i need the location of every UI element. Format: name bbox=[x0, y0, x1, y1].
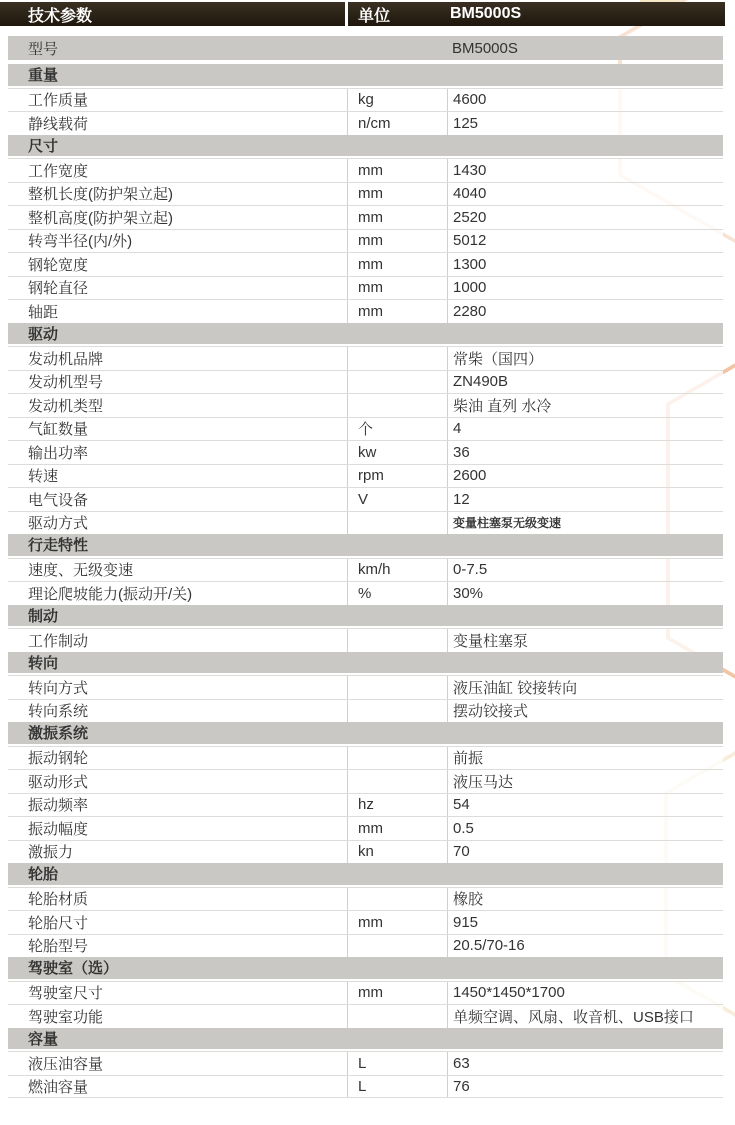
param-name: 发动机类型 bbox=[28, 397, 104, 415]
model-row bbox=[8, 36, 723, 60]
table-row bbox=[8, 581, 723, 605]
table-row bbox=[8, 769, 723, 793]
table-row bbox=[8, 887, 723, 911]
param-name: 气缸数量 bbox=[28, 421, 89, 439]
spec-section bbox=[8, 534, 723, 605]
param-unit: mm bbox=[347, 277, 447, 300]
table-row bbox=[8, 816, 723, 840]
param-unit: km/h bbox=[347, 559, 447, 582]
table-row bbox=[8, 699, 723, 723]
header-unit-label: 单位 bbox=[358, 7, 391, 25]
table-row bbox=[8, 464, 723, 488]
table-row bbox=[8, 88, 723, 112]
param-value: 2600 bbox=[447, 465, 723, 488]
param-unit: L bbox=[347, 1052, 447, 1075]
table-row bbox=[8, 370, 723, 394]
table-row bbox=[8, 182, 723, 206]
param-unit: hz bbox=[347, 794, 447, 817]
param-unit bbox=[347, 888, 447, 911]
param-unit: mm bbox=[347, 206, 447, 229]
table-row bbox=[8, 111, 723, 135]
param-unit: mm bbox=[347, 982, 447, 1005]
param-name: 静线载荷 bbox=[28, 115, 89, 133]
table-row bbox=[8, 558, 723, 582]
param-name: 发动机品牌 bbox=[28, 350, 104, 368]
param-name: 钢轮直径 bbox=[28, 280, 89, 298]
param-name: 工作宽度 bbox=[28, 162, 89, 180]
table-row bbox=[8, 981, 723, 1005]
param-value: 变量柱塞泵无级变速 bbox=[447, 512, 723, 535]
param-name: 驱动方式 bbox=[28, 515, 89, 533]
param-value: 1430 bbox=[447, 159, 723, 182]
param-name: 发动机型号 bbox=[28, 374, 104, 392]
param-value: 70 bbox=[447, 841, 723, 864]
param-name: 电气设备 bbox=[28, 491, 89, 509]
param-name: 轴距 bbox=[28, 303, 59, 321]
section-title-bar: 转向 bbox=[8, 652, 723, 676]
param-value: 变量柱塞泵 bbox=[447, 629, 723, 652]
param-name: 转向方式 bbox=[28, 679, 89, 697]
param-value: 36 bbox=[447, 441, 723, 464]
param-unit: kg bbox=[347, 89, 447, 112]
param-value: 125 bbox=[447, 112, 723, 135]
param-value: 液压马达 bbox=[447, 770, 723, 793]
param-value: 前振 bbox=[447, 747, 723, 770]
param-value: 1000 bbox=[447, 277, 723, 300]
spec-section bbox=[8, 957, 723, 1028]
param-name: 轮胎型号 bbox=[28, 938, 89, 956]
param-unit: mm bbox=[347, 817, 447, 840]
table-row bbox=[8, 746, 723, 770]
model-row-label: 型号 bbox=[28, 40, 59, 58]
param-name: 转向系统 bbox=[28, 703, 89, 721]
param-value: 液压油缸 铰接转向 bbox=[447, 676, 723, 699]
param-value: 20.5/70-16 bbox=[447, 935, 723, 958]
param-value: 63 bbox=[447, 1052, 723, 1075]
param-unit bbox=[347, 347, 447, 370]
table-row bbox=[8, 1051, 723, 1075]
table-row bbox=[8, 1075, 723, 1099]
table-row bbox=[8, 628, 723, 652]
param-name: 驾驶室功能 bbox=[28, 1008, 104, 1026]
spec-section bbox=[8, 722, 723, 863]
table-row bbox=[8, 393, 723, 417]
param-name: 工作质量 bbox=[28, 92, 89, 110]
param-name: 理论爬坡能力(振动开/关) bbox=[28, 585, 193, 603]
param-name: 整机长度(防护架立起) bbox=[28, 186, 173, 204]
param-value: 54 bbox=[447, 794, 723, 817]
param-name: 振动钢轮 bbox=[28, 750, 89, 768]
param-value: 2280 bbox=[447, 300, 723, 323]
param-value: 915 bbox=[447, 911, 723, 934]
param-value: 0-7.5 bbox=[447, 559, 723, 582]
param-name: 液压油容量 bbox=[28, 1055, 104, 1073]
param-name: 轮胎材质 bbox=[28, 891, 89, 909]
param-name: 振动幅度 bbox=[28, 820, 89, 838]
param-unit: % bbox=[347, 582, 447, 605]
section-title-bar: 激振系统 bbox=[8, 722, 723, 746]
table-row bbox=[8, 229, 723, 253]
model-row-value: BM5000S bbox=[452, 39, 518, 57]
param-unit bbox=[347, 935, 447, 958]
header-params-label: 技术参数 bbox=[28, 7, 93, 25]
spec-section bbox=[8, 1028, 723, 1099]
param-unit bbox=[347, 747, 447, 770]
param-name: 工作制动 bbox=[28, 632, 89, 650]
param-value: 柴油 直列 水冷 bbox=[447, 394, 723, 417]
section-title-bar: 驱动 bbox=[8, 323, 723, 347]
param-unit bbox=[347, 629, 447, 652]
param-unit: mm bbox=[347, 159, 447, 182]
param-unit bbox=[347, 676, 447, 699]
section-title-bar: 重量 bbox=[8, 64, 723, 88]
param-name: 输出功率 bbox=[28, 444, 89, 462]
section-title-bar: 制动 bbox=[8, 605, 723, 629]
param-unit: kn bbox=[347, 841, 447, 864]
table-row bbox=[8, 1004, 723, 1028]
param-unit: mm bbox=[347, 911, 447, 934]
param-name: 振动频率 bbox=[28, 797, 89, 815]
param-value: 5012 bbox=[447, 230, 723, 253]
param-unit: 个 bbox=[347, 418, 447, 441]
spec-section bbox=[8, 64, 723, 135]
param-value: 橡胶 bbox=[447, 888, 723, 911]
section-title-bar: 轮胎 bbox=[8, 863, 723, 887]
param-value: 2520 bbox=[447, 206, 723, 229]
param-value: 摆动铰接式 bbox=[447, 700, 723, 723]
param-name: 驱动形式 bbox=[28, 773, 89, 791]
param-name: 转弯半径(内/外) bbox=[28, 233, 133, 251]
param-value: 1450*1450*1700 bbox=[447, 982, 723, 1005]
param-value: ZN490B bbox=[447, 371, 723, 394]
param-name: 驾驶室尺寸 bbox=[28, 985, 104, 1003]
table-row bbox=[8, 158, 723, 182]
param-unit bbox=[347, 371, 447, 394]
spec-section bbox=[8, 652, 723, 723]
param-unit: rpm bbox=[347, 465, 447, 488]
table-row bbox=[8, 299, 723, 323]
spec-section bbox=[8, 323, 723, 535]
param-name: 轮胎尺寸 bbox=[28, 914, 89, 932]
param-name: 转速 bbox=[28, 468, 59, 486]
table-header-row bbox=[0, 2, 725, 26]
table-row bbox=[8, 675, 723, 699]
table-row bbox=[8, 346, 723, 370]
param-name: 燃油容量 bbox=[28, 1078, 89, 1096]
param-name: 钢轮宽度 bbox=[28, 256, 89, 274]
table-row bbox=[8, 840, 723, 864]
section-title-bar: 尺寸 bbox=[8, 135, 723, 159]
table-row bbox=[8, 511, 723, 535]
param-unit bbox=[347, 700, 447, 723]
param-unit: V bbox=[347, 488, 447, 511]
param-value: 常柴（国四） bbox=[447, 347, 723, 370]
param-value: 12 bbox=[447, 488, 723, 511]
param-unit: mm bbox=[347, 230, 447, 253]
param-unit: L bbox=[347, 1076, 447, 1098]
param-value: 单频空调、风扇、收音机、USB接口 bbox=[447, 1005, 723, 1028]
param-value: 1300 bbox=[447, 253, 723, 276]
param-unit: mm bbox=[347, 300, 447, 323]
param-unit bbox=[347, 770, 447, 793]
param-value: 0.5 bbox=[447, 817, 723, 840]
table-row bbox=[8, 252, 723, 276]
table-body bbox=[8, 36, 723, 1098]
spec-section bbox=[8, 605, 723, 652]
table-row bbox=[8, 205, 723, 229]
table-row bbox=[8, 440, 723, 464]
spec-section bbox=[8, 135, 723, 323]
param-unit bbox=[347, 1005, 447, 1028]
param-unit bbox=[347, 394, 447, 417]
table-row bbox=[8, 417, 723, 441]
section-title-bar: 容量 bbox=[8, 1028, 723, 1052]
param-unit bbox=[347, 512, 447, 535]
spec-section bbox=[8, 863, 723, 957]
param-unit: mm bbox=[347, 183, 447, 206]
spec-table bbox=[0, 2, 725, 1098]
table-row bbox=[8, 934, 723, 958]
section-title-bar: 驾驶室（选） bbox=[8, 957, 723, 981]
table-row bbox=[8, 793, 723, 817]
param-value: 30% bbox=[447, 582, 723, 605]
param-name: 速度、无级变速 bbox=[28, 562, 134, 580]
param-value: 4 bbox=[447, 418, 723, 441]
header-model-label: BM5000S bbox=[450, 5, 522, 22]
table-row bbox=[8, 910, 723, 934]
section-title-bar: 行走特性 bbox=[8, 534, 723, 558]
table-row bbox=[8, 276, 723, 300]
param-unit: mm bbox=[347, 253, 447, 276]
param-unit: n/cm bbox=[347, 112, 447, 135]
param-value: 76 bbox=[447, 1076, 723, 1098]
param-name: 整机高度(防护架立起) bbox=[28, 209, 173, 227]
param-value: 4600 bbox=[447, 89, 723, 112]
table-row bbox=[8, 487, 723, 511]
param-value: 4040 bbox=[447, 183, 723, 206]
spec-sections bbox=[8, 64, 723, 1098]
param-name: 激振力 bbox=[28, 844, 74, 862]
param-unit: kw bbox=[347, 441, 447, 464]
